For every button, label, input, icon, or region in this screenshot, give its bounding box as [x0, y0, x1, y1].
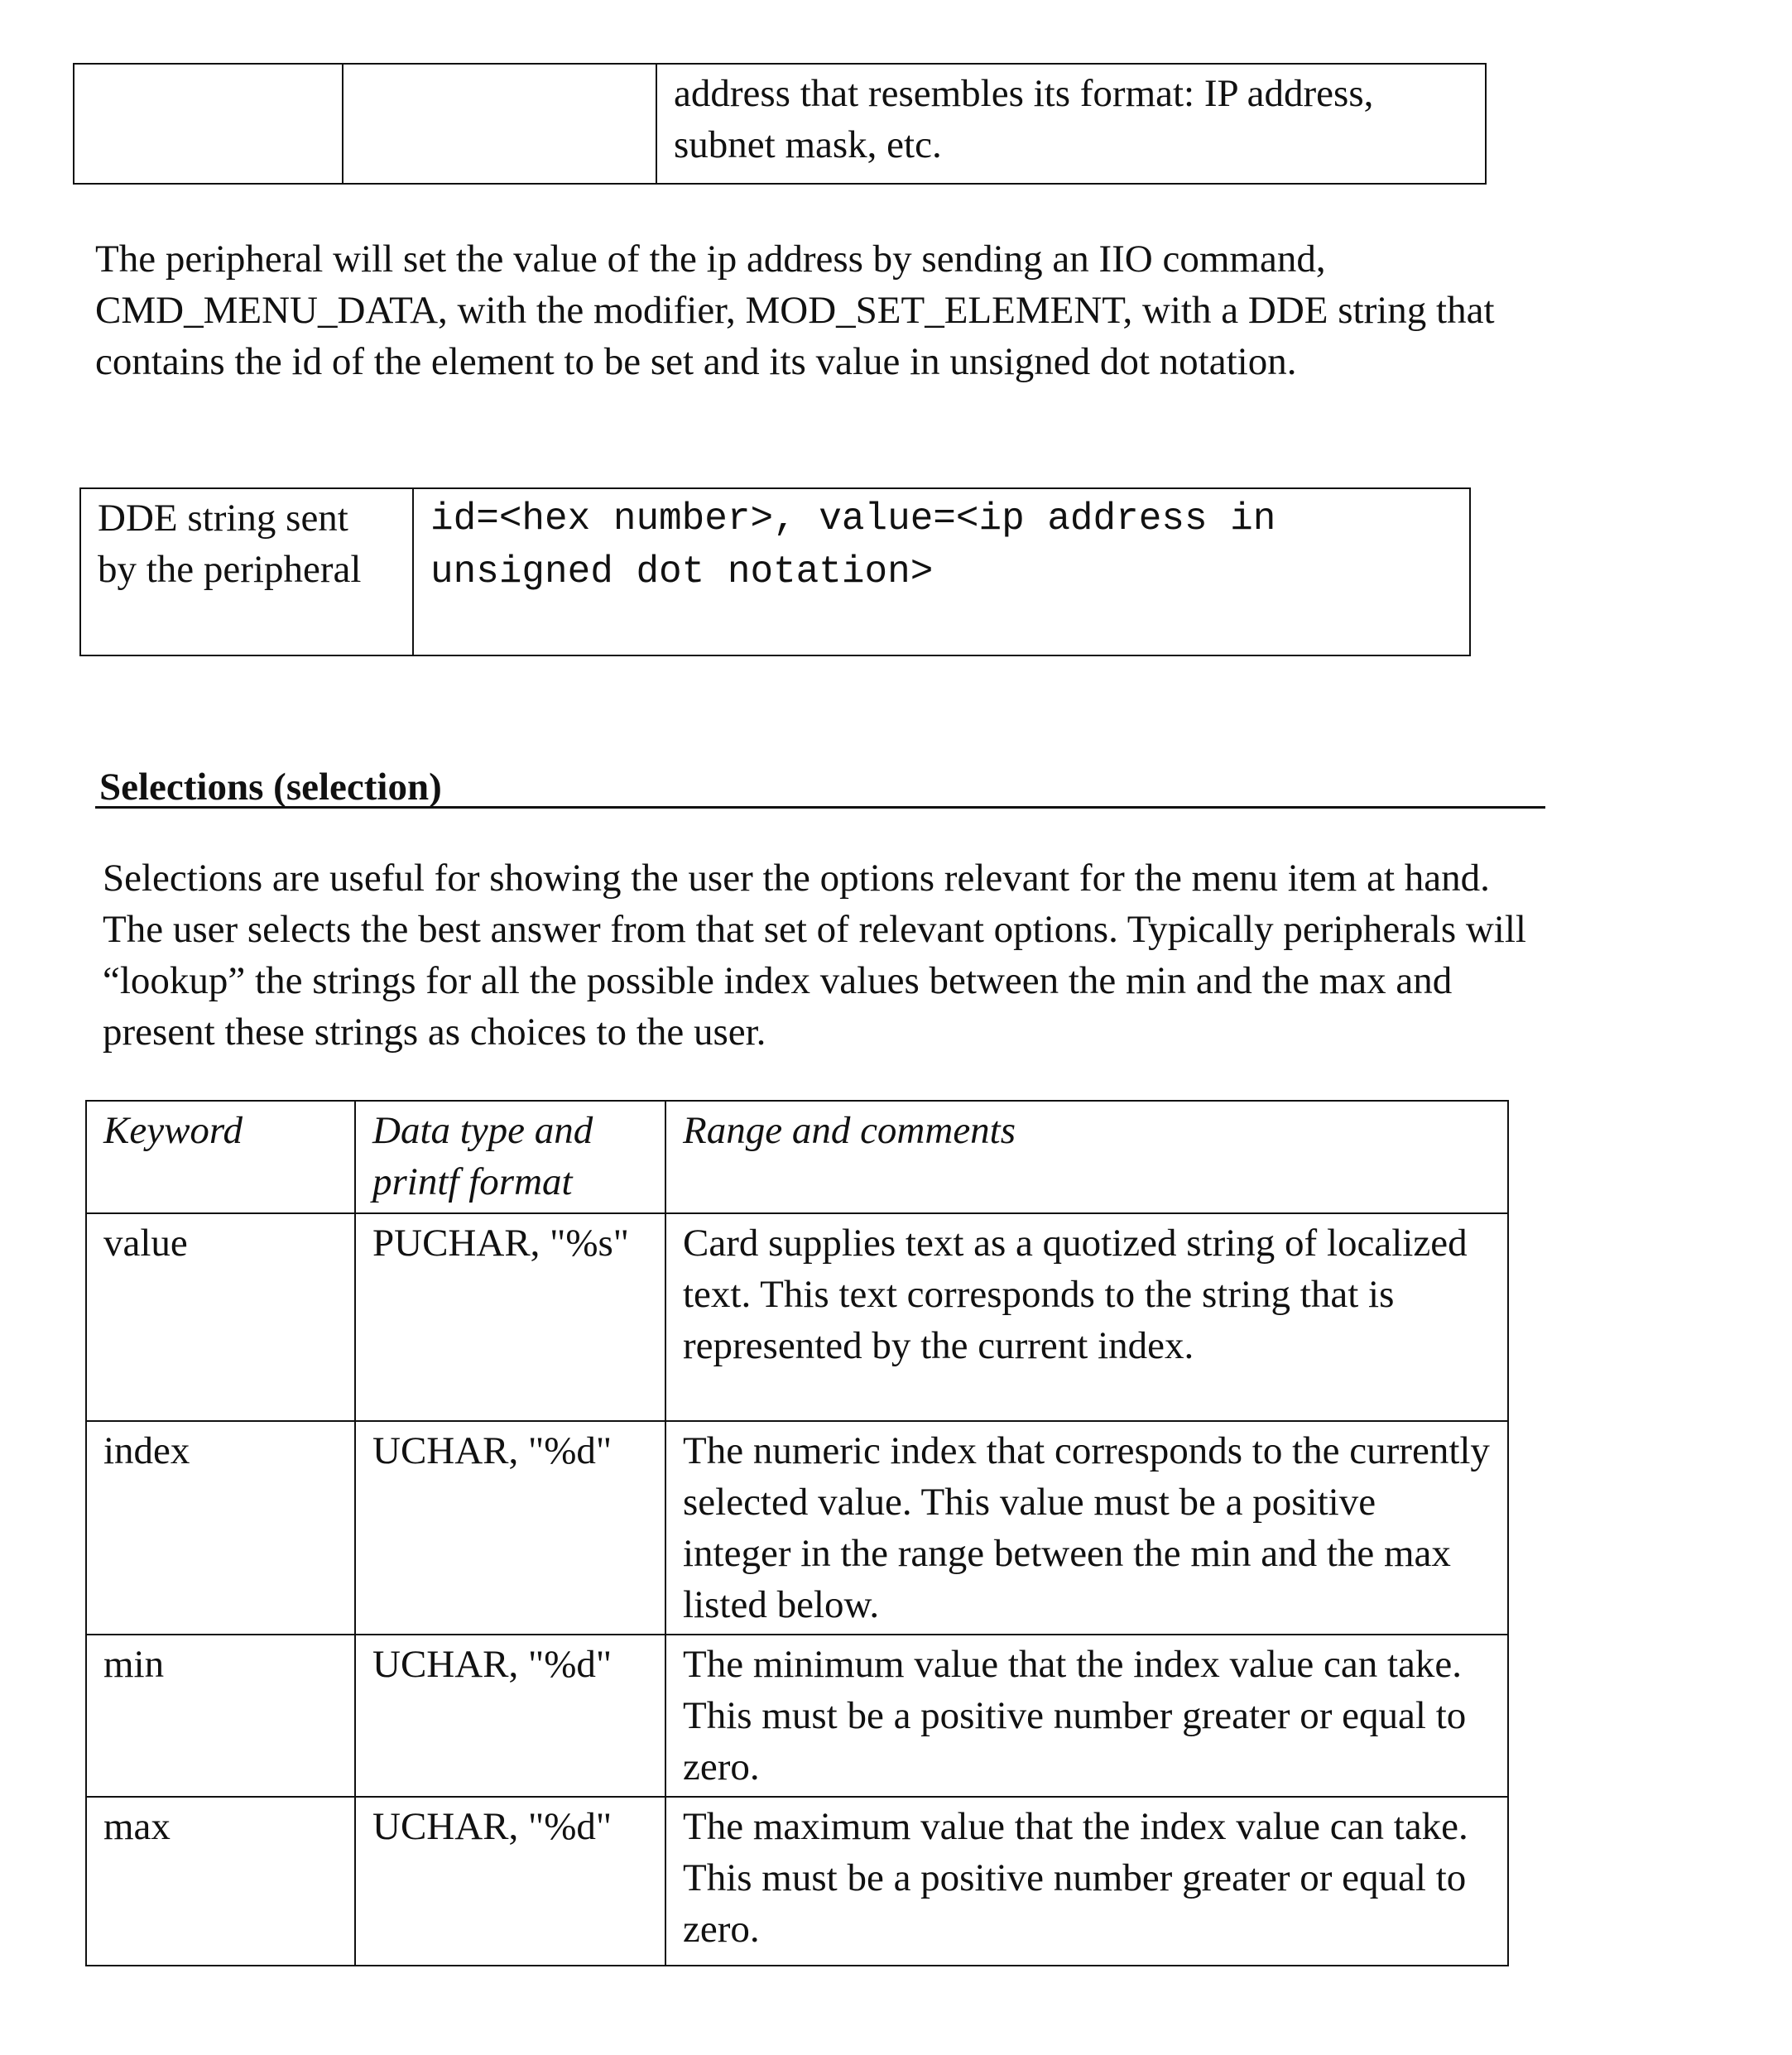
comment-cell: The maximum value that the index value can take. This must be a positive number greater or equal to zero. [665, 1797, 1508, 1966]
table-row [86, 1213, 1508, 1421]
dde-value: id=<hex number>, value=<ip address in unsigned dot notation> [413, 488, 1470, 655]
header-text: Data type and printf format [372, 1109, 593, 1203]
table-row [74, 64, 1486, 184]
type-cell: PUCHAR, "%s" [355, 1213, 665, 1421]
type-cell: UCHAR, "%d" [355, 1421, 665, 1635]
paragraph-selections: Selections are useful for showing the user the options relevant for the menu item at hand. The user selects the best answer from that set of relevant options. Typically peripherals will “lookup” the strings for all the possible index values between the min and the max and present these strings as choices to the user. [103, 852, 1543, 1058]
top-table-fragment [73, 63, 1487, 185]
table-row [80, 488, 1470, 655]
header-text: Keyword [103, 1109, 243, 1152]
keyword-cell: min [86, 1635, 355, 1797]
comment-cell: The minimum value that the index value can take. This must be a positive number greater or equal to zero. [665, 1635, 1508, 1797]
table-cell [74, 64, 343, 184]
table-row [86, 1635, 1508, 1797]
keyword-cell: index [86, 1421, 355, 1635]
type-cell: UCHAR, "%d" [355, 1635, 665, 1797]
table-cell [343, 64, 656, 184]
dde-string-table [79, 487, 1471, 656]
table-row [86, 1421, 1508, 1635]
dde-label: DDE string sent by the peripheral [80, 488, 413, 655]
header-text: Range and comments [683, 1109, 1016, 1152]
comment-cell: The numeric index that corresponds to the currently selected value. This value must be a positive integer in the range between the min and the max listed below. [665, 1421, 1508, 1635]
table-cell: address that resembles its format: IP address, subnet mask, etc. [656, 64, 1486, 184]
keyword-cell: value [86, 1213, 355, 1421]
paragraph-ip-address: The peripheral will set the value of the ip address by sending an IIO command, CMD_MENU_DATA, with the modifier, MOD_SET_ELEMENT, with a DDE string that contains the id of the element to be set and its value in unsigned dot notation. [95, 233, 1535, 387]
type-cell: UCHAR, "%d" [355, 1797, 665, 1966]
header-keyword [86, 1101, 355, 1213]
table-row [86, 1797, 1508, 1966]
selection-keyword-table [85, 1100, 1509, 1966]
comment-cell: Card supplies text as a quotized string of localized text. This text corresponds to the string that is represented by the current index. [665, 1213, 1508, 1421]
section-heading: Selections (selection) [99, 761, 442, 813]
table-header-row [86, 1101, 1508, 1213]
heading-underline [95, 806, 1545, 809]
header-data-type [355, 1101, 665, 1213]
header-range [665, 1101, 1508, 1213]
keyword-cell: max [86, 1797, 355, 1966]
